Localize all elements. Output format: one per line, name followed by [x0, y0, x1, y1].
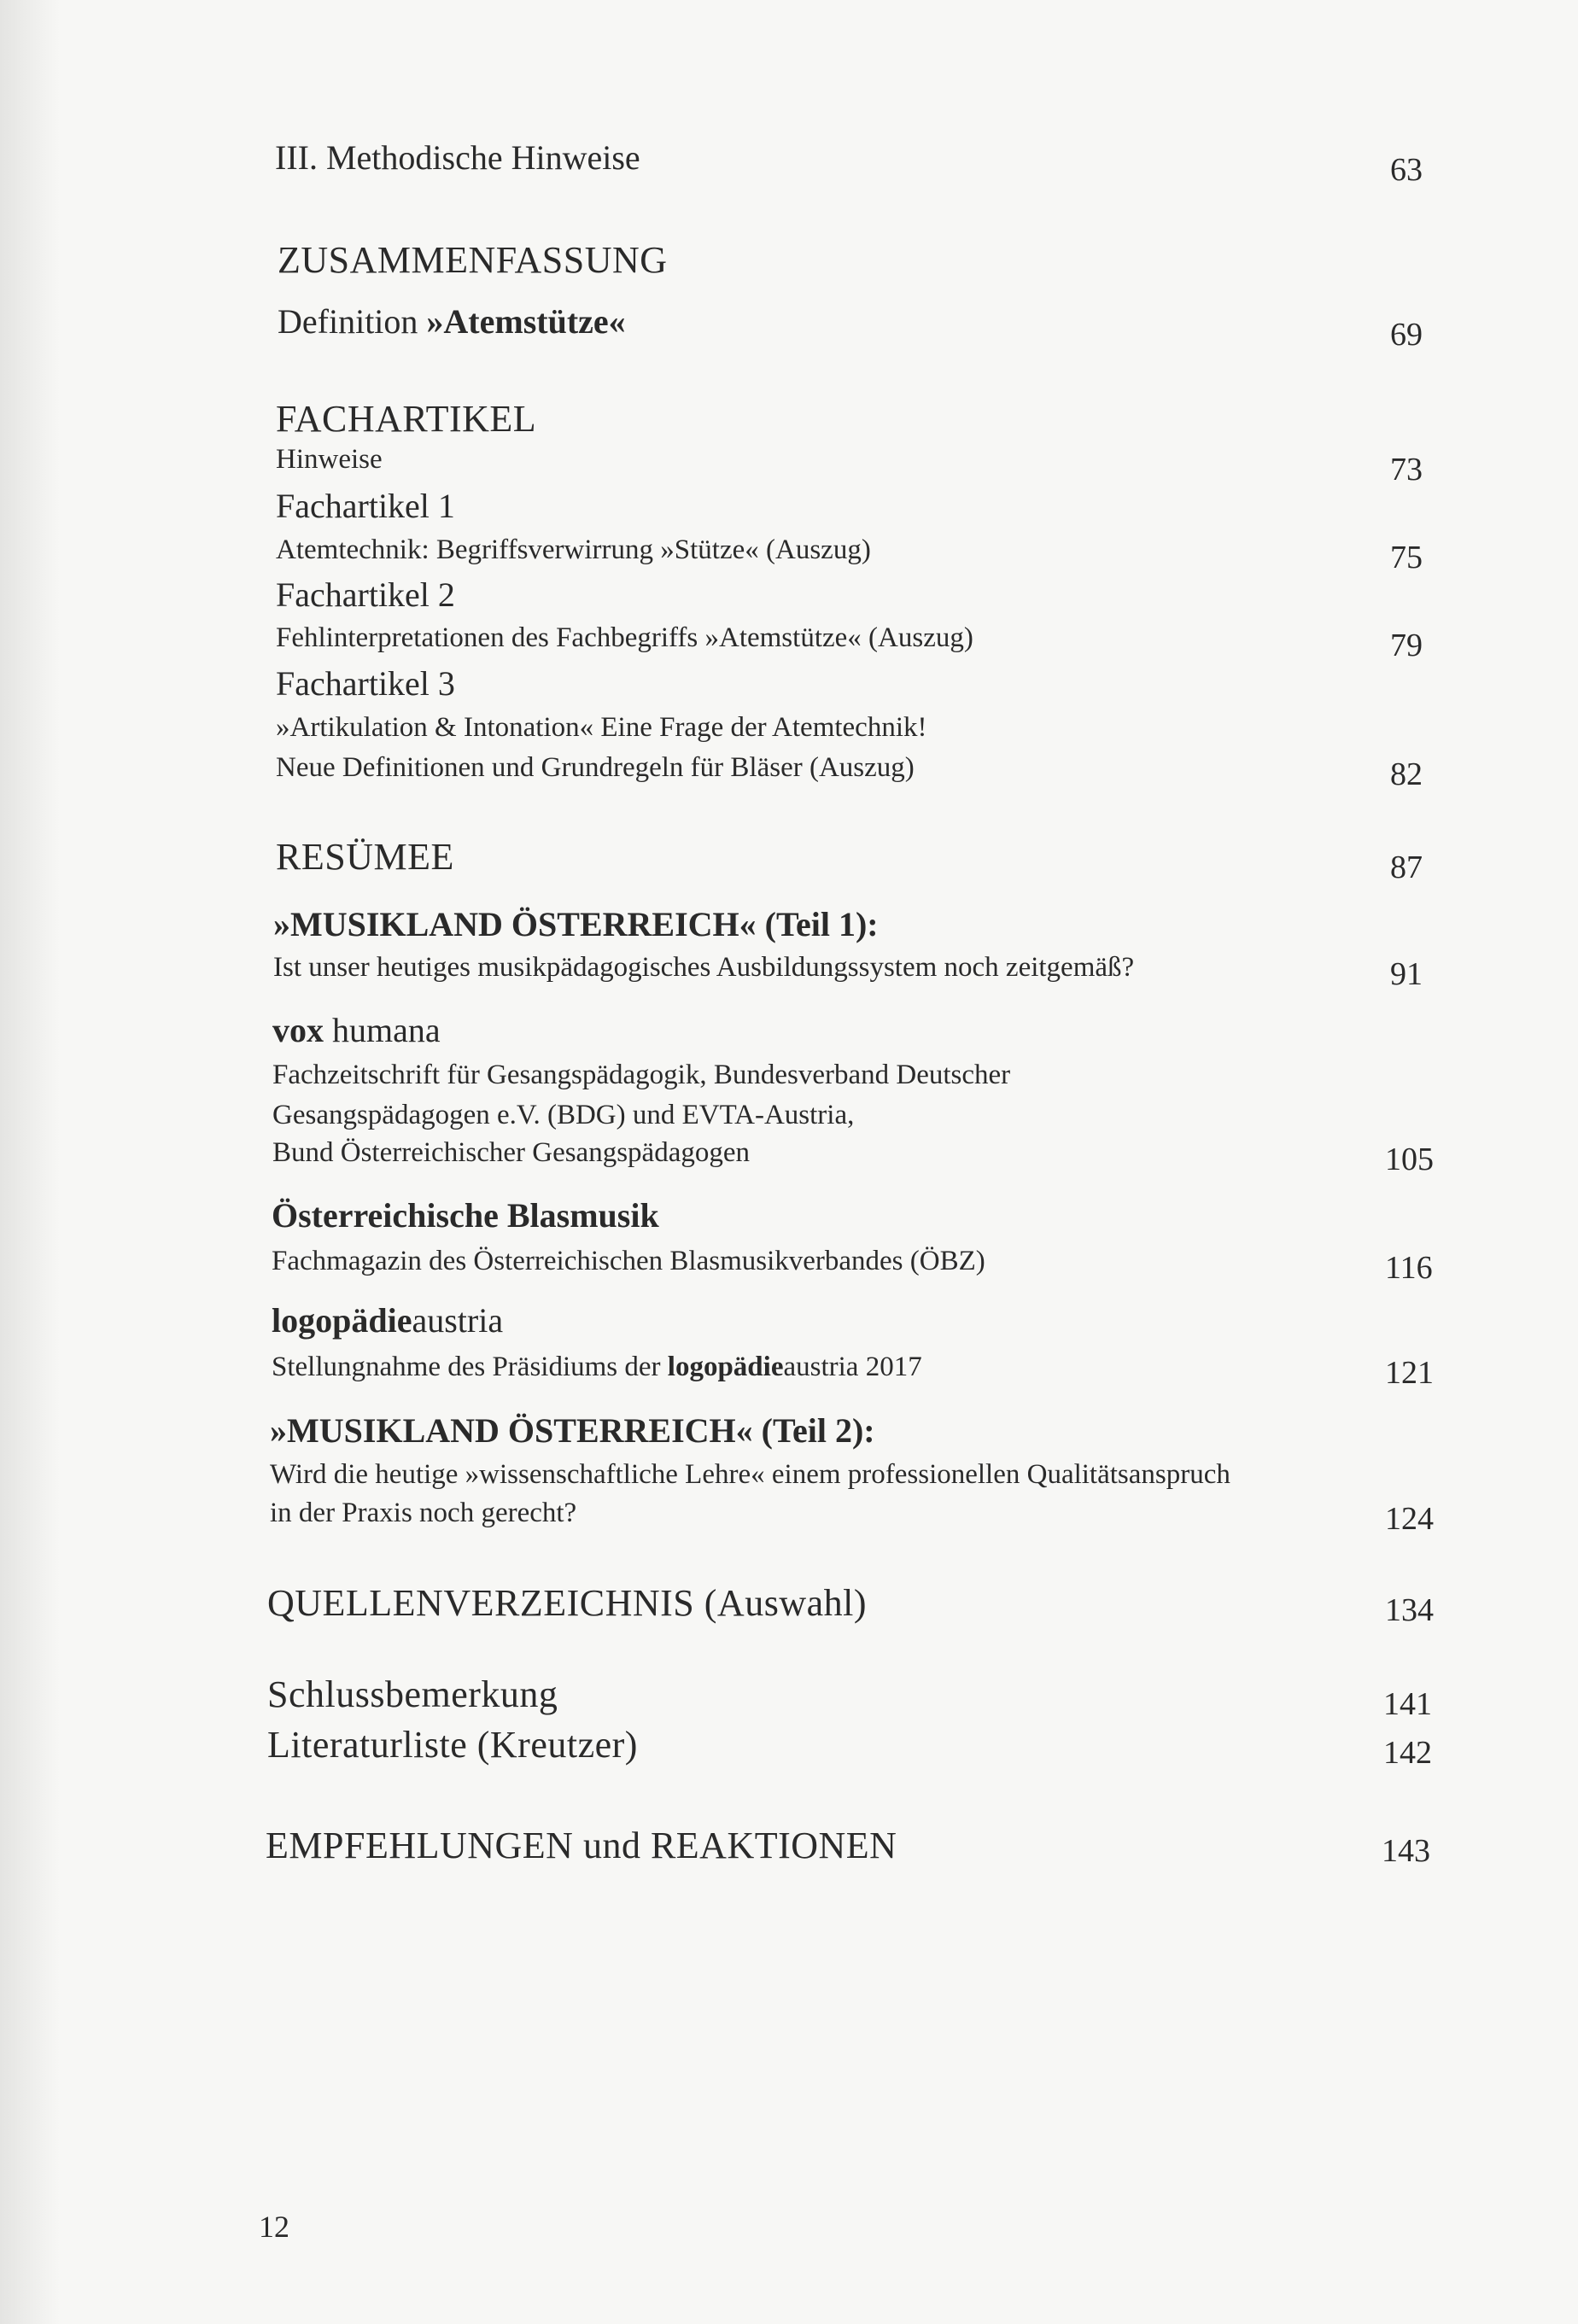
vox-bold: vox	[272, 1011, 324, 1049]
toc-entry-fachartikel-1: Fachartikel 1	[276, 487, 455, 525]
toc-entry-fachartikel-3: Fachartikel 3	[276, 664, 455, 703]
toc-entry-vox-humana	[272, 1013, 441, 1048]
toc-entry-literaturliste: Literaturliste (Kreutzer)	[267, 1724, 638, 1766]
toc-entry-schlussbemerkung: Schlussbemerkung	[267, 1673, 558, 1715]
fachartikel-3-desc-line2: Neue Definitionen und Grundregeln für Bläser (Auszug)	[276, 752, 915, 783]
toc-entry-musikland-2: »MUSIKLAND ÖSTERREICH« (Teil 2):	[270, 1411, 875, 1450]
logo-bold: logopädie	[272, 1301, 412, 1340]
page-number-fachartikel-2: 79	[1390, 628, 1423, 663]
musikland-2-desc-line1: Wird die heutige »wissenschaftliche Lehre« einem professionellen Qualitätsanspruch	[270, 1459, 1230, 1490]
blasmusik-desc: Fachmagazin des Österreichischen Blasmusikverbandes (ÖBZ)	[272, 1246, 985, 1276]
logo-rest: austria	[412, 1301, 504, 1340]
page-number-empfehlungen: 143	[1382, 1833, 1430, 1869]
page-number-fachartikel-1: 75	[1390, 540, 1423, 575]
page-number-musikland-2: 124	[1385, 1501, 1434, 1537]
footer-page-number: 12	[259, 2210, 289, 2244]
logopaedie-desc	[272, 1353, 922, 1381]
page-number-resumee: 87	[1390, 850, 1423, 885]
section-heading-quellenverzeichnis: QUELLENVERZEICHNIS (Auswahl)	[267, 1582, 867, 1624]
logo-desc-post: austria 2017	[783, 1352, 922, 1382]
logo-desc-bold: logopädie	[667, 1352, 784, 1382]
toc-entry-methodische: III. Methodische Hinweise	[275, 138, 640, 177]
toc-entry-musikland-1: »MUSIKLAND ÖSTERREICH« (Teil 1):	[273, 905, 879, 943]
page-number-literatur: 142	[1383, 1735, 1432, 1771]
vox-desc-line3: Bund Österreichischer Gesangspädagogen	[272, 1137, 750, 1168]
vox-desc-line1: Fachzeitschrift für Gesangspädagogik, Bundesverband Deutscher	[272, 1060, 1011, 1090]
toc-entry-definition	[278, 302, 626, 341]
vox-rest: humana	[324, 1011, 441, 1049]
page-number-quellen: 134	[1385, 1592, 1434, 1628]
page-number-logopaedie: 121	[1385, 1355, 1434, 1391]
section-heading-resumee: RESÜMEE	[276, 836, 454, 878]
page-number-fachartikel-3: 82	[1390, 756, 1423, 792]
section-heading-fachartikel: FACHARTIKEL	[276, 398, 537, 440]
fachartikel-2-desc: Fehlinterpretationen des Fachbegriffs »Atemstütze« (Auszug)	[276, 622, 973, 653]
toc-entry-fachartikel-2: Fachartikel 2	[276, 575, 455, 614]
section-heading-empfehlungen: EMPFEHLUNGEN und REAKTIONEN	[266, 1825, 897, 1866]
page-number-musikland-1: 91	[1390, 956, 1423, 992]
musikland-2-desc-line2: in der Praxis noch gerecht?	[270, 1498, 577, 1528]
page-number-methodische: 63	[1390, 152, 1423, 188]
toc-entry-hinweise: Hinweise	[276, 444, 383, 475]
page-number-schluss: 141	[1383, 1686, 1432, 1722]
musikland-1-desc: Ist unser heutiges musikpädagogisches Ausbildungssystem noch zeitgemäß?	[273, 952, 1135, 983]
section-heading-zusammenfassung: ZUSAMMENFASSUNG	[278, 239, 668, 281]
definition-prefix: Definition	[278, 302, 418, 341]
vox-desc-line2: Gesangspädagogen e.V. (BDG) und EVTA-Austria,	[272, 1100, 855, 1130]
toc-entry-logopaedieaustria	[272, 1301, 504, 1340]
fachartikel-3-desc-line1: »Artikulation & Intonation« Eine Frage der Atemtechnik!	[276, 712, 927, 743]
logo-desc-pre: Stellungnahme des Präsidiums der	[272, 1352, 668, 1382]
definition-term: »Atemstütze«	[426, 302, 626, 341]
page-number-vox: 105	[1385, 1142, 1434, 1177]
fachartikel-1-desc: Atemtechnik: Begriffsverwirrung »Stütze« (Auszug)	[276, 534, 871, 565]
page-gutter	[0, 0, 60, 2324]
page-number-definition: 69	[1390, 317, 1423, 353]
page-number-hinweise: 73	[1390, 452, 1423, 488]
page-number-blasmusik: 116	[1385, 1250, 1433, 1286]
toc-entry-blasmusik: Österreichische Blasmusik	[272, 1196, 659, 1235]
